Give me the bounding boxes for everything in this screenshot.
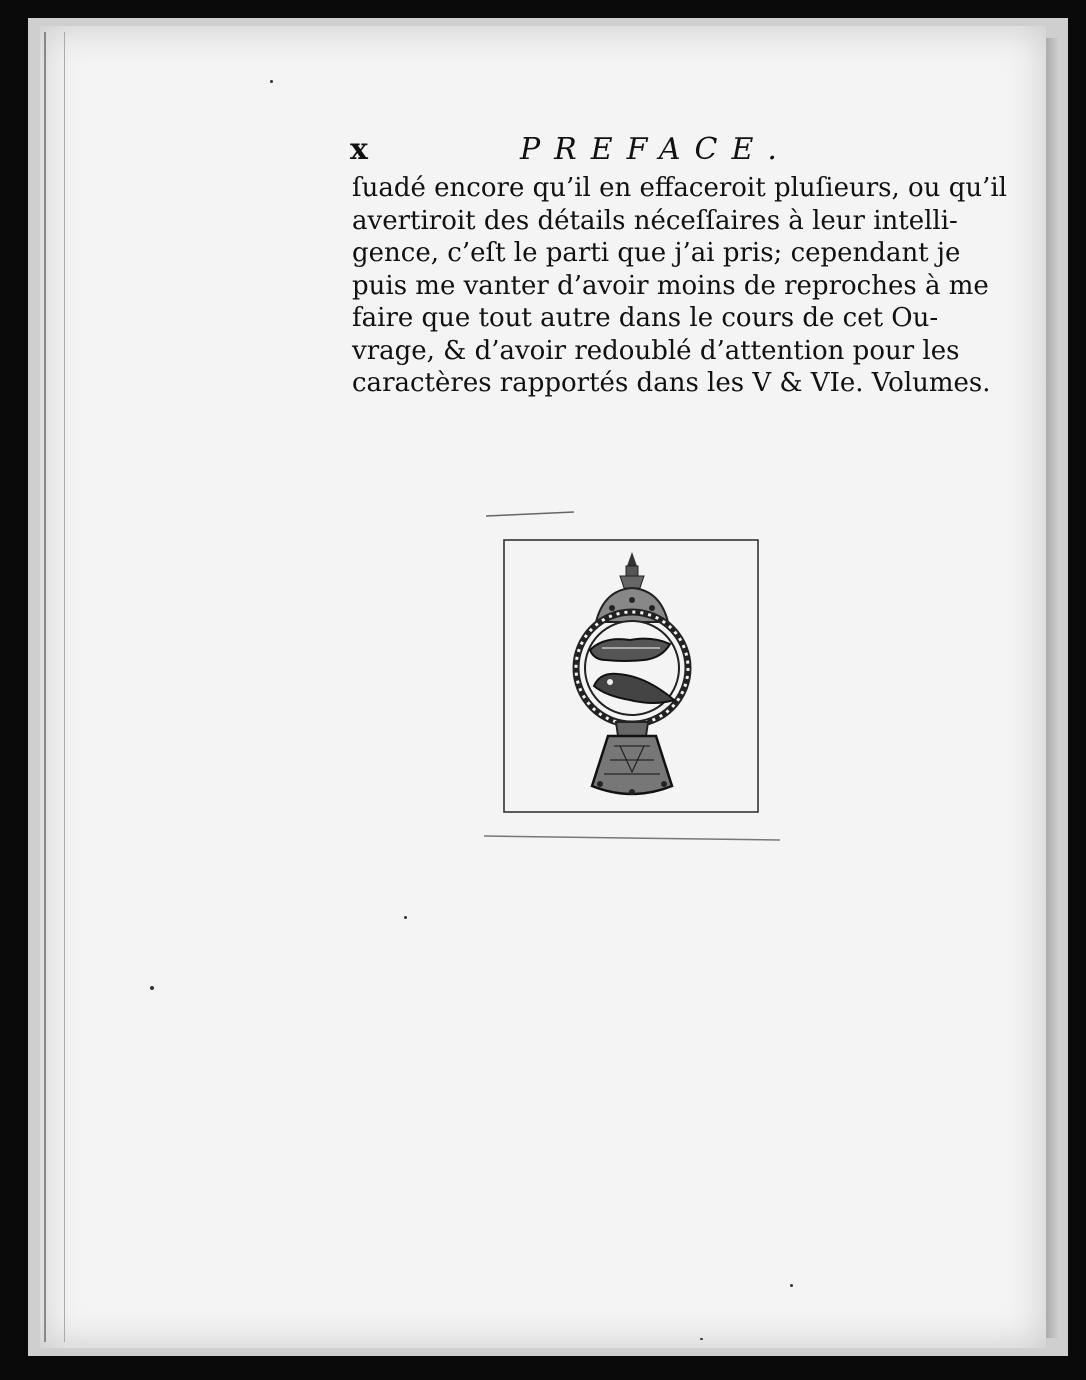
paper-speck	[700, 1338, 703, 1340]
text-line: puis me vanter d’avoir moins de reproches à me	[352, 270, 989, 301]
paper-speck	[404, 916, 407, 919]
text-line: vrage, & d’avoir redoublé d’attention pour les	[352, 335, 960, 366]
seal-engraving	[484, 510, 780, 846]
text-line: caractères rapportés dans les V & VIe. Volumes.	[352, 368, 991, 398]
running-title: PREFACE.	[520, 132, 791, 167]
running-head	[350, 132, 791, 168]
text-line: avertiroit des détails néceſſaires à leur intelli-	[352, 205, 958, 236]
show-through	[345, 400, 785, 414]
text-line: faire que tout autre dans le cours de cet Ou-	[352, 303, 939, 333]
page-number: x	[350, 132, 368, 167]
text-line: ſuadé encore qu’il en effaceroit pluſieurs, ou qu’il	[352, 173, 1007, 203]
seal-figure	[484, 510, 780, 846]
page-left-edges	[44, 32, 65, 1342]
text-line: gence, c’eſt le parti que j’ai pris; cependant je	[352, 238, 961, 268]
paper-speck	[790, 1284, 793, 1287]
paper-speck	[270, 80, 273, 83]
paper-speck	[150, 986, 154, 990]
body-text	[352, 172, 1007, 400]
